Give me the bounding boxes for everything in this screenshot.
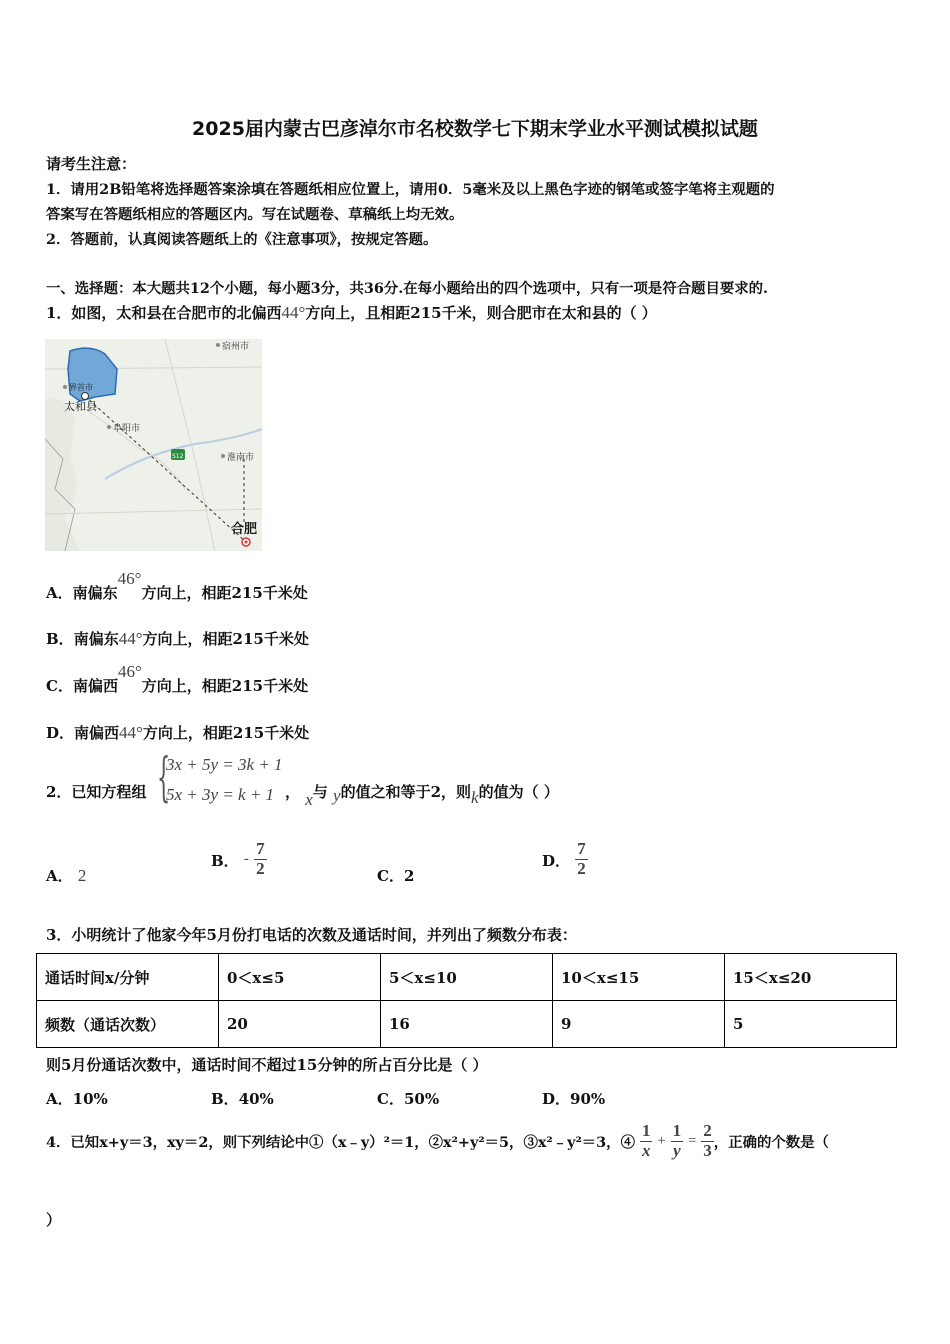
table-row xyxy=(37,1001,897,1048)
map-label-hefei: 合肥 xyxy=(231,522,258,537)
fraction: $\frac{1}{x}$ xyxy=(641,1121,651,1160)
q3-option-a[interactable]: A．10% xyxy=(46,1090,108,1108)
table-cell: 20 xyxy=(219,1001,381,1048)
notice-line-2: 2．答题前，认真阅读答题纸上的《注意事项》，按规定答题。 xyxy=(46,231,438,248)
table-cell: 5＜x≤10 xyxy=(381,954,553,1001)
question-4: 4．已知x+y＝3，xy＝2，则下列结论中①（x﹣y）²＝1，②x²+y²＝5，③x²﹣y²＝3，④ $\frac{1}{x}$ + $\frac{1}{y}$ = $\frac{2}{3}$ ，正确的个数是（ xyxy=(46,1121,829,1160)
q2-option-c[interactable]: C．2 xyxy=(377,867,415,885)
q1-pre: 1．如图，太和县在合肥市的北偏西 xyxy=(46,304,282,322)
table-cell: 频数（通话次数） xyxy=(37,1001,219,1048)
table-cell: 0＜x≤5 xyxy=(219,954,381,1001)
table-cell: 10＜x≤15 xyxy=(553,954,725,1001)
map-label-taihe: 太和县 xyxy=(64,400,97,413)
q3-option-b[interactable]: B．40% xyxy=(211,1090,274,1108)
fraction: $\frac{2}{3}$ xyxy=(703,1121,712,1160)
q3-stem: 3．小明统计了他家今年5月份打电话的次数及通话时间，并列出了频数分布表： xyxy=(46,926,577,944)
q2-tail: ， x与 y的值之和等于2，则k的值为（ ） xyxy=(285,783,559,809)
table-cell: 16 xyxy=(381,1001,553,1048)
q2-eq1: 3x + 5y = 3k + 1 xyxy=(166,755,283,774)
q1-option-b[interactable]: B．南偏东44°方向上，相距215千米处 xyxy=(46,629,309,648)
notice-line-1b: 答案写在答题纸相应的答题区内。写在试题卷、草稿纸上均无效。 xyxy=(46,206,464,223)
notice-heading: 请考生注意： xyxy=(46,155,137,173)
table-cell: 9 xyxy=(553,1001,725,1048)
q2-option-b[interactable]: B． - $\frac{7}{2}$ xyxy=(211,839,265,878)
table-cell: 通话时间x/分钟 xyxy=(37,954,219,1001)
q2-brace: { xyxy=(157,748,171,808)
table-cell: 5 xyxy=(725,1001,897,1048)
table-row xyxy=(37,954,897,1001)
frequency-table xyxy=(36,953,897,1048)
fraction: $\frac{7}{2}$ xyxy=(577,839,586,878)
q1-option-c[interactable]: C．南偏西46°方向上，相距215千米处 xyxy=(46,662,309,695)
fraction: $\frac{1}{y}$ xyxy=(672,1121,682,1160)
q1-post: 方向上，且相距215千米，则合肥市在太和县的（ ） xyxy=(305,304,657,322)
q2-pre: 2．已知方程组 xyxy=(46,783,147,801)
q3-option-d[interactable]: D．90% xyxy=(542,1090,606,1108)
page-title: 2025届内蒙古巴彦淖尔市名校数学七下期末学业水平测试模拟试题 xyxy=(192,118,758,140)
map-label-jieshou: 界首市 xyxy=(69,383,93,392)
q2-eq2: 5x + 3y = k + 1 xyxy=(166,785,275,804)
q2-option-a[interactable]: A． 2 xyxy=(46,866,87,885)
q3-question: 则5月份通话次数中，通话时间不超过15分钟的所占百分比是（ ） xyxy=(46,1056,488,1074)
q1-option-d[interactable]: D．南偏西44°方向上，相距215千米处 xyxy=(46,723,310,742)
map-label-huainan: 淮南市 xyxy=(227,453,255,463)
map-figure xyxy=(45,339,262,551)
fraction: $\frac{7}{2}$ xyxy=(256,839,265,878)
notice-line-1: 1．请用2B铅笔将选择题答案涂填在答题纸相应位置上，请用0．5毫米及以上黑色字迹的钢笔或签字笔将主观题的 xyxy=(46,181,775,198)
q4-close: ） xyxy=(46,1211,62,1229)
map-label-suzhou: 宿州市 xyxy=(222,342,250,352)
q2-option-d[interactable]: D． $\frac{7}{2}$ xyxy=(542,839,586,878)
table-cell: 15＜x≤20 xyxy=(725,954,897,1001)
q3-option-c[interactable]: C．50% xyxy=(377,1090,440,1108)
section-heading: 一、选择题：本大题共12个小题，每小题3分，共36分.在每小题给出的四个选项中，只有一项是符合题目要求的. xyxy=(46,280,769,297)
q1-angle: 44° xyxy=(281,303,306,322)
map-label-fuyang: 阜阳市 xyxy=(113,424,141,434)
map-label-road: S12 xyxy=(172,453,184,460)
q1-option-a[interactable]: A．南偏东46°方向上，相距215千米处 xyxy=(46,569,308,602)
question-1 xyxy=(46,302,657,323)
